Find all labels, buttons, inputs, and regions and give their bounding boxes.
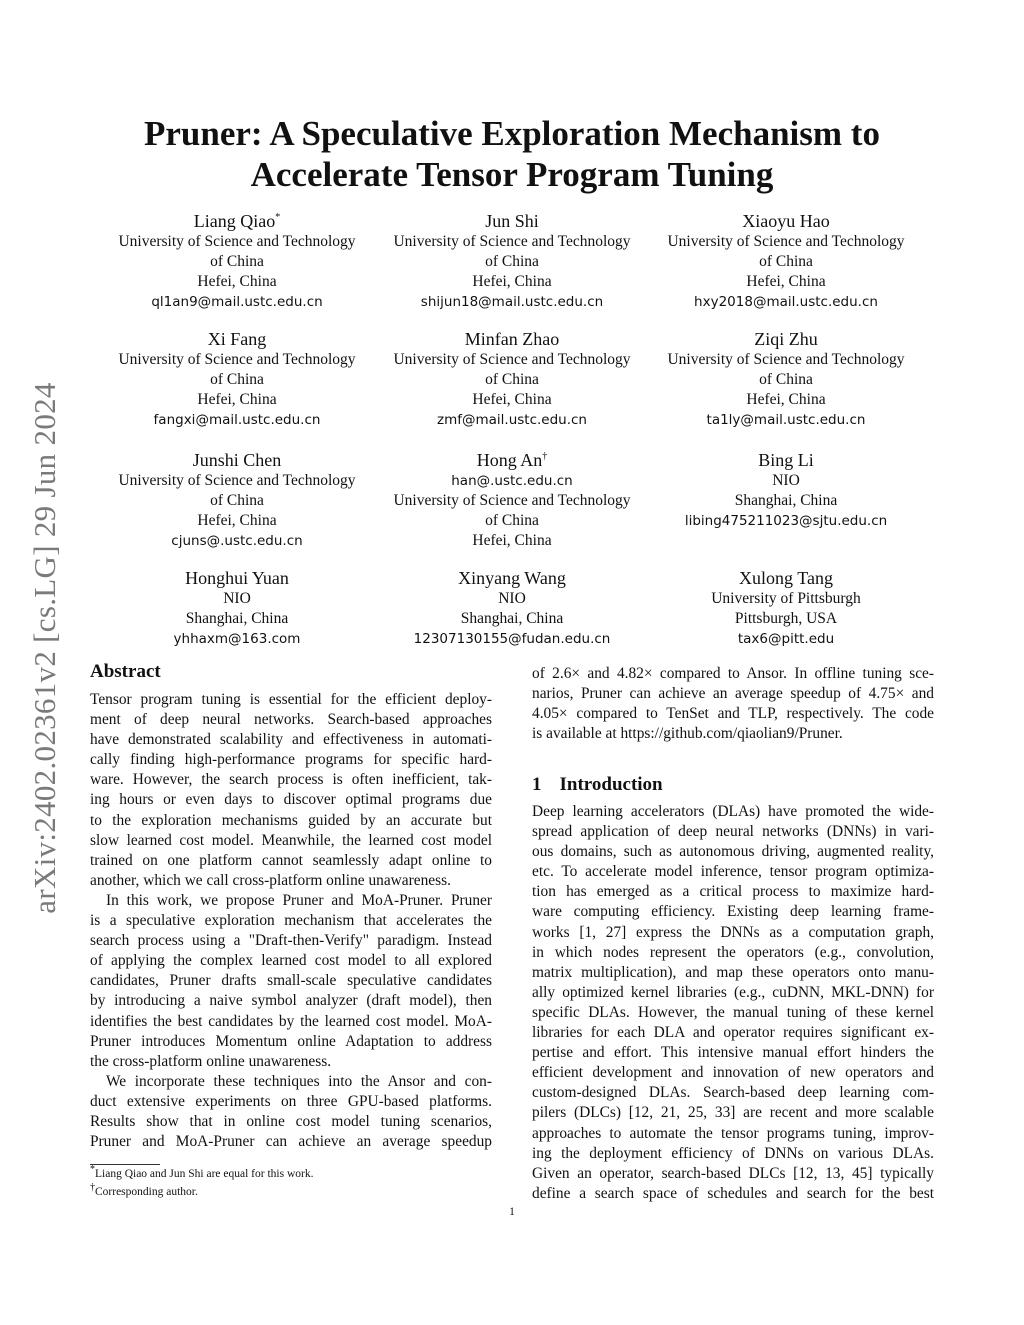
footnote-1: [90, 1166, 313, 1183]
author-mark: *: [275, 212, 281, 223]
text-line: of applying the complex learned cost model to all explored: [90, 952, 492, 970]
text-line: ware. However, the search process is often inefficient, tak-: [90, 771, 492, 789]
author-name-text: Hong An: [476, 450, 543, 470]
author-affiliation-line: Hefei, China: [472, 391, 552, 408]
text-line: ally optimized kernel libraries (e.g., cuDNN, MKL-DNN) for: [532, 983, 934, 1001]
author-affiliation-line: Hefei, China: [746, 273, 826, 290]
author-card: [377, 210, 647, 312]
author-name: [102, 449, 372, 471]
author-name: [102, 210, 372, 232]
text-line: efficient development and innovation of new operators and: [532, 1064, 934, 1082]
author-affiliation-line: NIO: [772, 472, 800, 489]
footnote-text: Corresponding author.: [95, 1186, 198, 1198]
author-name-text: Junshi Chen: [192, 450, 282, 470]
text-line: candidates, Pruner drafts small-scale speculative candidates: [90, 972, 492, 990]
text-line: ing the deployment efficiency of DNNs on various DLAs.: [532, 1144, 934, 1162]
author-affiliation-line: NIO: [223, 590, 251, 607]
author-name-text: Xinyang Wang: [458, 568, 566, 588]
text-line: narios, Pruner can achieve an average speedup of 4.75× and: [532, 685, 934, 703]
author-mark: †: [542, 451, 548, 462]
text-line: ous domains, such as autonomous driving, augmented reality,: [532, 843, 934, 861]
title-line-1: Pruner: A Speculative Exploration Mechanism to: [144, 114, 880, 153]
author-affiliation-line: Hefei, China: [197, 273, 277, 290]
text-line: trained on one platform cannot seamlessly adapt online to: [90, 851, 492, 869]
author-card: [102, 567, 372, 649]
abstract-body: [90, 690, 492, 1152]
author-card: [651, 567, 921, 649]
author-name: [377, 210, 647, 232]
author-name: [377, 567, 647, 589]
author-email: han@.ustc.edu.cn: [451, 473, 573, 489]
introduction-body: [532, 802, 934, 1204]
text-line: ware computing efficiency. Existing deep learning frame-: [532, 903, 934, 921]
text-line: is available at https://github.com/qiaolian9/Pruner.: [532, 725, 843, 743]
text-line: approaches to automate the tensor programs tuning, improv-: [532, 1124, 934, 1142]
author-affiliation-line: Hefei, China: [197, 512, 277, 529]
author-card: [102, 449, 372, 551]
text-line: Pruner and MoA-Pruner can achieve an average speedup: [90, 1133, 492, 1151]
author-affiliation-line: University of Science and Technology: [118, 472, 356, 489]
author-card: [651, 449, 921, 531]
text-line: We incorporate these techniques into the Ansor and con-: [106, 1072, 492, 1090]
text-line: of 2.6× and 4.82× compared to Ansor. In offline tuning sce-: [532, 665, 934, 682]
text-line: works [1, 27] express the DNNs as a computation graph,: [532, 923, 934, 941]
text-line: tion has emerged as a critical process to maximize hard-: [532, 883, 934, 901]
text-line: In this work, we propose Pruner and MoA-Pruner. Pruner: [106, 891, 492, 909]
text-line: Tensor program tuning is essential for the efficient deploy-: [90, 691, 492, 708]
author-email: zmf@mail.ustc.edu.cn: [436, 412, 587, 428]
author-name: [651, 567, 921, 589]
author-name: [377, 328, 647, 350]
author-affiliation-line: NIO: [498, 590, 526, 607]
author-card: [377, 328, 647, 430]
author-affiliation-line: University of Science and Technology: [118, 233, 356, 250]
text-line: ing hours or even days to discover optimal programs due: [90, 791, 492, 809]
text-line: matrix multiplication), and map these operators onto manu-: [532, 963, 934, 981]
abstract-heading: Abstract: [90, 661, 161, 682]
text-line: etc. To accelerate model inference, tensor program optimiza-: [532, 863, 934, 881]
footnote-2: [90, 1184, 198, 1201]
abstract-continuation: [532, 664, 934, 744]
author-name-text: Xiaoyu Hao: [742, 211, 830, 231]
text-line: search process using a "Draft-then-Verify" paradigm. Instead: [90, 932, 492, 950]
author-name: [102, 328, 372, 350]
author-affiliation-line: Hefei, China: [746, 391, 826, 408]
author-affiliation-line: of China: [210, 371, 264, 388]
author-name: [651, 210, 921, 232]
author-affiliation-line: Shanghai, China: [185, 610, 289, 627]
author-affiliation-line: of China: [485, 253, 539, 270]
text-line: Given an operator, search-based DLCs [12, 13, 45] typically: [532, 1164, 934, 1182]
text-line: by introducing a naive symbol analyzer (draft model), then: [90, 992, 492, 1010]
author-affiliation-line: University of Science and Technology: [393, 351, 631, 368]
text-line: cally finding high-performance programs for specific hard-: [90, 751, 492, 769]
author-name-text: Liang Qiao: [193, 211, 276, 231]
section-title: Introduction: [559, 774, 663, 795]
author-name-text: Xi Fang: [207, 329, 267, 349]
author-card: [102, 210, 372, 312]
introduction-heading: [532, 774, 663, 796]
author-name: [102, 567, 372, 589]
author-affiliation-line: University of Pittsburgh: [711, 590, 861, 607]
text-line: the cross-platform online unawareness.: [90, 1052, 332, 1070]
footnote-mark: *: [90, 1164, 95, 1176]
text-line: ment of deep neural networks. Search-based approaches: [90, 711, 492, 729]
section-number: 1: [532, 774, 542, 795]
author-affiliation-line: University of Science and Technology: [667, 233, 905, 250]
text-line: custom-designed DLAs. Search-based deep learning com-: [532, 1084, 934, 1102]
author-affiliation-line: Hefei, China: [472, 273, 552, 290]
text-line: define a search space of schedules and search for the best: [532, 1184, 934, 1202]
text-line: pertise and effort. This intensive manual effort hinders the: [532, 1044, 934, 1062]
author-email: cjuns@.ustc.edu.cn: [171, 533, 303, 549]
author-affiliation-line: of China: [210, 492, 264, 509]
author-email: tax6@pitt.edu: [737, 631, 835, 647]
author-email: fangxi@mail.ustc.edu.cn: [153, 412, 321, 428]
author-affiliation-line: Hefei, China: [197, 391, 277, 408]
text-line: pilers (DLCs) [12, 21, 25, 33] are recent and more scalable: [532, 1104, 934, 1122]
author-email: 12307130155@fudan.edu.cn: [413, 631, 611, 647]
author-affiliation-line: University of Science and Technology: [393, 233, 631, 250]
author-affiliation-line: of China: [759, 371, 813, 388]
author-card: [651, 210, 921, 312]
author-affiliation-line: Hefei, China: [472, 532, 552, 549]
author-name-text: Ziqi Zhu: [754, 329, 818, 349]
text-line: Pruner introduces Momentum online Adaptation to address: [90, 1032, 492, 1050]
arxiv-sidebar-stamp: arXiv:2402.02361v2 [cs.LG] 29 Jun 2024: [27, 382, 62, 914]
author-email: shijun18@mail.ustc.edu.cn: [420, 294, 604, 310]
text-line: is a speculative exploration mechanism that accelerates the: [90, 912, 492, 930]
text-line: spread application of deep neural networks (DNNs) in vari-: [532, 823, 934, 841]
page-number: 1: [509, 1206, 515, 1218]
paper-title: [0, 113, 1024, 195]
author-name-text: Honghui Yuan: [185, 568, 289, 588]
author-name-text: Bing Li: [758, 450, 814, 470]
author-affiliation-line: of China: [485, 371, 539, 388]
footnote-mark: †: [90, 1182, 95, 1194]
author-name: [651, 449, 921, 471]
author-affiliation-line: Shanghai, China: [734, 492, 838, 509]
footnote-text: Liang Qiao and Jun Shi are equal for this work.: [95, 1168, 314, 1180]
author-affiliation-line: University of Science and Technology: [667, 351, 905, 368]
author-email: ta1ly@mail.ustc.edu.cn: [706, 412, 866, 428]
author-affiliation-line: of China: [485, 512, 539, 529]
author-email: hxy2018@mail.ustc.edu.cn: [694, 294, 878, 310]
author-affiliation-line: University of Science and Technology: [393, 492, 631, 509]
author-affiliation-line: Pittsburgh, USA: [734, 610, 838, 627]
footnote-rule: [90, 1164, 160, 1165]
text-line: 4.05× compared to TenSet and TLP, respectively. The code: [532, 705, 934, 723]
text-line: slow learned cost model. Meanwhile, the learned cost model: [90, 831, 492, 849]
text-line: to the exploration mechanisms guided by an accurate but: [90, 811, 492, 829]
author-affiliation-line: of China: [759, 253, 813, 270]
title-line-2: Accelerate Tensor Program Tuning: [250, 155, 774, 194]
text-line: libraries for each DLA and operator requires significant ex-: [532, 1024, 934, 1042]
text-line: another, which we call cross-platform online unawareness.: [90, 871, 451, 889]
author-email: ql1an9@mail.ustc.edu.cn: [151, 294, 323, 310]
text-line: have demonstrated scalability and effectiveness in automati-: [90, 731, 492, 749]
text-line: identifies the best candidates by the learned cost model. MoA-: [90, 1012, 492, 1030]
author-card: [377, 567, 647, 649]
author-card: [377, 449, 647, 551]
author-card: [102, 328, 372, 430]
text-line: in which nodes represent the operators (e.g., convolution,: [532, 943, 934, 961]
author-name-text: Minfan Zhao: [464, 329, 560, 349]
author-affiliation-line: Shanghai, China: [460, 610, 564, 627]
author-card: [651, 328, 921, 430]
author-email: yhhaxm@163.com: [173, 631, 301, 647]
text-line: Deep learning accelerators (DLAs) have promoted the wide-: [532, 803, 934, 820]
text-line: Results show that in online cost model tuning scenarios,: [90, 1112, 492, 1130]
author-email: libing475211023@sjtu.edu.cn: [684, 513, 888, 529]
author-affiliation-line: of China: [210, 253, 264, 270]
text-line: specific DLAs. However, the manual tuning of these kernel: [532, 1003, 934, 1021]
text-line: duct extensive experiments on three GPU-based platforms.: [90, 1092, 492, 1110]
author-name-text: Xulong Tang: [739, 568, 833, 588]
author-name-text: Jun Shi: [485, 211, 539, 231]
author-name: [651, 328, 921, 350]
author-affiliation-line: University of Science and Technology: [118, 351, 356, 368]
author-name: [377, 449, 647, 471]
